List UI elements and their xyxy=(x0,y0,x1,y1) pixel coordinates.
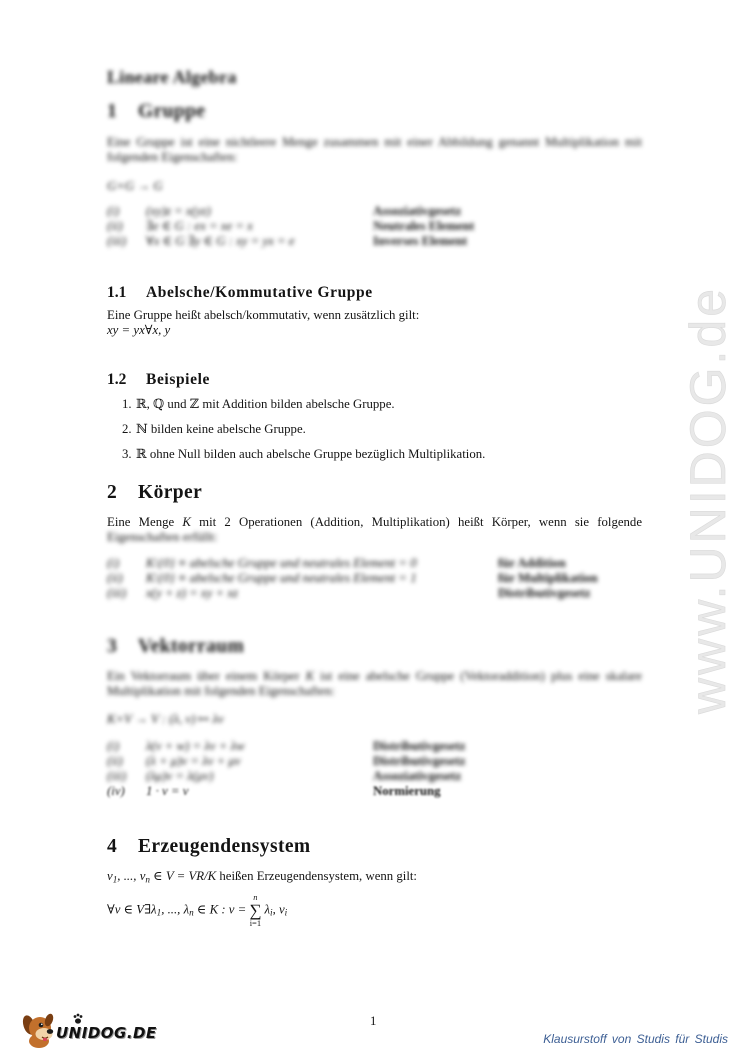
summation xyxy=(249,893,261,928)
math-text: ∈ K : v = xyxy=(193,902,247,917)
section-4-heading xyxy=(107,836,311,858)
group-mapping: G×G → G xyxy=(107,179,163,193)
section-number: 1 xyxy=(107,101,118,122)
axiom-formula: λ(v + w) = λv + λw xyxy=(146,739,245,753)
intro-text: mit 2 Operationen (Addition, Multiplikation) heißt Körper, wenn sie folgende xyxy=(190,515,642,529)
spanning-set-definition xyxy=(107,869,417,884)
axiom-row xyxy=(107,219,474,234)
math-text: , v xyxy=(272,902,285,917)
sum-symbol: ∑ xyxy=(249,900,262,920)
subsection-title: Abelsche/Kommutative Gruppe xyxy=(146,284,373,301)
section-3-intro xyxy=(107,669,642,699)
section-3-heading xyxy=(107,636,244,658)
spanning-set-formula xyxy=(107,893,287,928)
list-item-text: ℝ ohne Null bilden auch abelsche Gruppe bezüglich Multiplikation. xyxy=(136,447,486,461)
axiom-label: (ii) xyxy=(107,219,123,233)
math-text: , ..., λ xyxy=(161,902,190,917)
section-2-heading xyxy=(107,482,202,504)
section-title: Vektorraum xyxy=(138,636,245,657)
axiom-label: (ii) xyxy=(107,571,123,585)
axiom-name: Assoziativgesetz xyxy=(373,204,462,218)
subscript: 1 xyxy=(112,874,118,885)
subsection-1-1-heading xyxy=(107,284,373,302)
axiom-label: (i) xyxy=(107,739,120,753)
axiom-formula: ∃e ∈ G : ex = xe = x xyxy=(146,219,253,233)
page-number: 1 xyxy=(370,1014,377,1028)
list-marker: 3. xyxy=(122,447,132,461)
sum-lower-limit: i=1 xyxy=(249,918,262,929)
abelian-formula: xy = yx∀x, y xyxy=(107,323,171,337)
list-item-text: ℕ bilden keine abelsche Gruppe. xyxy=(136,422,306,436)
axiom-formula: K\{0} ≡ abelsche Gruppe und neutrales Element = 0 xyxy=(146,556,417,570)
logo-text: UNIDOG.DE xyxy=(56,1024,157,1042)
axiom-row xyxy=(107,739,465,754)
axiom-name: Distributivgesetz xyxy=(373,739,466,753)
subsection-number: 1.1 xyxy=(107,284,127,301)
axiom-name: Distributivgesetz xyxy=(498,586,591,600)
section-1-intro: Eine Gruppe ist eine nichtleere Menge zusammen mit einer Abbildung genannt Multiplikation mit folgenden Eigenschaften: xyxy=(107,135,642,164)
section-title: Körper xyxy=(138,482,203,503)
axiom-label: (iii) xyxy=(107,586,127,600)
intro-text: ist eine abelsche Gruppe (Vektoraddition) plus eine skalare Multiplikation mit folgenden Eigenschaften: xyxy=(107,669,642,698)
subscript: i xyxy=(284,907,288,918)
definition-text: heißen Erzeugendensystem, wenn gilt: xyxy=(216,869,417,883)
section-number: 4 xyxy=(107,836,118,857)
list-item xyxy=(122,447,485,462)
math-text: λ xyxy=(264,902,270,917)
axiom-name: Neutrales Element xyxy=(373,219,475,233)
subsection-1-2-heading xyxy=(107,371,210,389)
subsection-title: Beispiele xyxy=(146,371,210,388)
section-2-intro-continuation: Eigenschaften erfüllt: xyxy=(107,530,218,544)
math-text: ∈ V = VR/K xyxy=(149,869,217,883)
axiom-row xyxy=(107,204,474,219)
section-title: Gruppe xyxy=(138,101,206,122)
subscript: n xyxy=(189,907,194,918)
axiom-row xyxy=(107,234,474,249)
axiom-formula: (xy)z = x(yz) xyxy=(146,204,211,218)
scalar-mapping: K×V → V : (λ, v) ↦ λv xyxy=(107,712,224,726)
sum-upper-limit: n xyxy=(253,892,258,902)
list-item xyxy=(122,397,485,412)
section-2-intro-line xyxy=(107,515,642,530)
section-number: 2 xyxy=(107,482,118,503)
document-title: Lineare Algebra xyxy=(107,67,237,87)
math-text: ∀v ∈ V∃λ xyxy=(107,902,157,917)
axiom-name: für Addition xyxy=(498,556,566,570)
list-marker: 1. xyxy=(122,397,132,411)
examples-list xyxy=(122,397,485,472)
axiom-row xyxy=(107,556,598,571)
axiom-name: für Multiplikation xyxy=(498,571,598,585)
section-number: 3 xyxy=(107,636,118,657)
axiom-formula: 1 · v = v xyxy=(146,784,189,798)
axiom-label: (iv) xyxy=(107,784,125,798)
math-text: , ..., v xyxy=(117,869,146,883)
subsection-number: 1.2 xyxy=(107,371,127,388)
axiom-label: (i) xyxy=(107,204,120,218)
subscript: n xyxy=(145,874,150,885)
dog-mascot-icon xyxy=(20,1010,58,1055)
list-marker: 2. xyxy=(122,422,132,436)
vector-space-axioms-list xyxy=(107,739,465,799)
list-item xyxy=(122,422,485,437)
footer-tagline: Klausurstoff von Studis für Studis xyxy=(543,1032,728,1046)
axiom-formula: ∀x ∈ G ∃y ∈ G : xy = yx = e xyxy=(146,234,295,248)
subscript: 1 xyxy=(156,907,162,918)
axiom-row xyxy=(107,769,465,784)
axiom-name: Assoziativgesetz xyxy=(373,769,462,783)
section-1-heading xyxy=(107,101,205,123)
intro-math-symbol: K xyxy=(305,669,315,683)
abelian-definition-text: Eine Gruppe heißt abelsch/kommutativ, wenn zusätzlich gilt: xyxy=(107,308,420,322)
axiom-formula: K\{0} ≡ abelsche Gruppe und neutrales Element = 1 xyxy=(146,571,417,585)
axiom-row xyxy=(107,784,465,799)
unidog-logo xyxy=(20,1010,157,1050)
watermark: www.UNIDOG.de xyxy=(680,286,736,714)
axiom-label: (iii) xyxy=(107,234,127,248)
axiom-label: (iii) xyxy=(107,769,127,783)
intro-math-symbol: K xyxy=(182,515,191,529)
section-title: Erzeugendensystem xyxy=(138,836,311,857)
subscript: i xyxy=(270,907,273,918)
list-item-text: ℝ, ℚ und ℤ mit Addition bilden abelsche Gruppe. xyxy=(136,397,395,411)
axiom-label: (i) xyxy=(107,556,120,570)
math-text: v xyxy=(107,869,113,883)
axiom-row xyxy=(107,754,465,769)
axiom-formula: (λ + μ)v = λv + μv xyxy=(146,754,241,768)
axiom-name: Normierung xyxy=(373,784,441,798)
intro-text: Eine Menge xyxy=(107,515,183,529)
group-axioms-list xyxy=(107,204,474,249)
axiom-row xyxy=(107,586,598,601)
axiom-name: Inverses Element xyxy=(373,234,468,248)
axiom-formula: x(y + z) = xy + xz xyxy=(146,586,238,600)
field-axioms-list xyxy=(107,556,598,601)
axiom-row xyxy=(107,571,598,586)
axiom-label: (ii) xyxy=(107,754,123,768)
intro-text: Ein Vektorraum über einem Körper xyxy=(107,669,306,683)
axiom-name: Distributivgesetz xyxy=(373,754,466,768)
axiom-formula: (λμ)v = λ(μv) xyxy=(146,769,214,783)
